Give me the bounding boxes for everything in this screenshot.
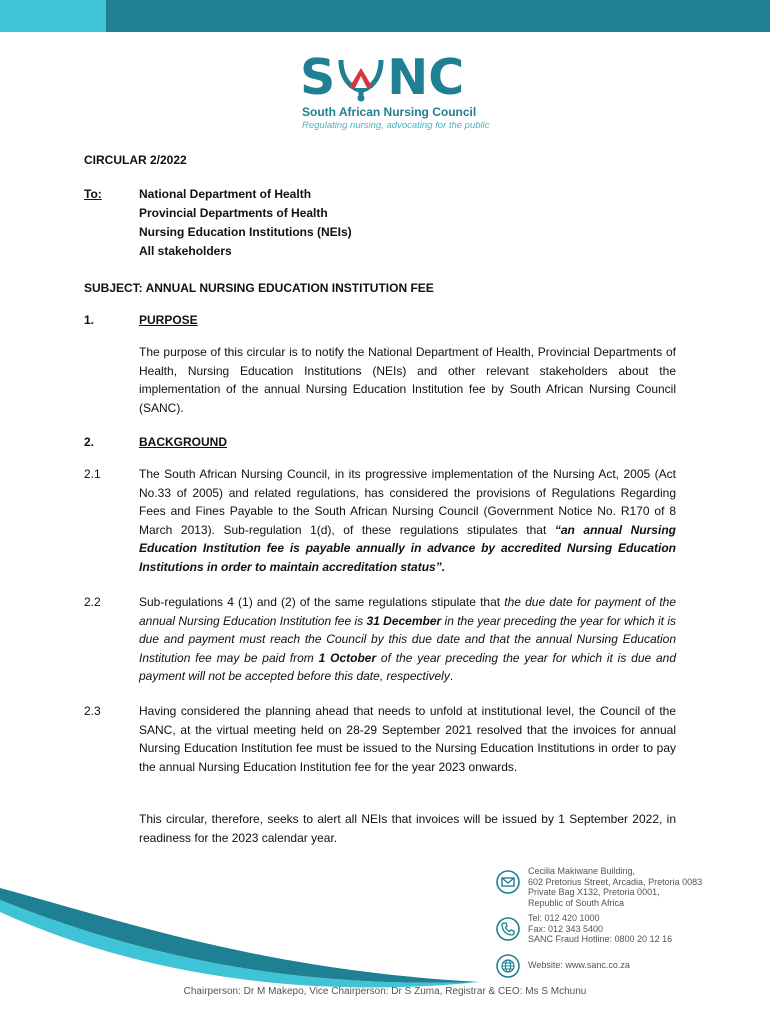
stethoscope-icon bbox=[335, 54, 387, 102]
paragraph-2-3: Having considered the planning ahead that needs to unfold at institutional level, the Council of the SANC, at the virtual meeting held on 28-29 September 2021 resolved that the invoices for annual Nursing Education Institution fee must be issued to the Nursing Education Institutions in order to pay the annual Nursing Education Institution fee for the year 2023 onwards. bbox=[139, 704, 676, 774]
paragraph-number: 2.2 bbox=[84, 595, 101, 609]
recipient: Nursing Education Institutions (NEIs) bbox=[139, 225, 352, 239]
section-heading-background: BACKGROUND bbox=[139, 435, 227, 449]
payment-start-date: 1 October bbox=[318, 650, 377, 665]
header-bar-dark bbox=[106, 0, 770, 32]
paragraph-number: 2.3 bbox=[84, 704, 101, 718]
section-number: 1. bbox=[84, 313, 95, 327]
header-bar-light bbox=[0, 0, 106, 32]
section-number: 2. bbox=[84, 435, 95, 449]
logo-wordmark: S NC bbox=[300, 49, 465, 106]
circular-number: CIRCULAR 2/2022 bbox=[84, 153, 187, 167]
footer-officials: Chairperson: Dr M Makepo, Vice Chairperson: Dr S Zuma, Registrar & CEO: Ms S Mchunu bbox=[183, 986, 587, 997]
due-date: 31 December bbox=[366, 613, 442, 628]
paragraph-2-2-italic: the due date for payment of the annual Nursing Education Institution fee is bbox=[139, 595, 677, 628]
globe-icon bbox=[496, 954, 520, 978]
section-heading-purpose: PURPOSE bbox=[139, 313, 198, 327]
subject-line: SUBJECT: ANNUAL NURSING EDUCATION INSTITUTION FEE bbox=[84, 281, 434, 295]
paragraph-2-2-italic: of the year preceding the year for which it is due and payment will not be accepted before this date, respectively bbox=[139, 650, 677, 684]
address-line: 602 Pretorius Street, Arcadia, Pretoria 0083 bbox=[528, 876, 703, 887]
phone-line: Tel: 012 420 1000 bbox=[528, 913, 600, 923]
contact-website[interactable]: Website: www.sanc.co.za bbox=[528, 960, 630, 970]
paragraph-2-1 bbox=[139, 465, 676, 577]
contact-phones bbox=[528, 913, 672, 945]
paragraph-closing: This circular, therefore, seeks to alert all NEIs that invoices will be issued by 1 September 2022, in readiness for the 2023 calendar year. bbox=[139, 812, 676, 845]
phone-line: Fax: 012 343 5400 bbox=[528, 923, 604, 934]
logo-tagline: Regulating nursing, advocating for the public bbox=[302, 120, 490, 131]
paragraph-2-2-italic: in the year preceding the year for which it is due and payment must reach the Council by this due date and that the annual Nursing Education Institution fee may be paid from bbox=[139, 613, 676, 665]
recipient: National Department of Health bbox=[139, 187, 312, 201]
recipient: All stakeholders bbox=[139, 244, 232, 258]
phone-icon bbox=[496, 917, 520, 941]
sanc-logo bbox=[300, 50, 500, 132]
paragraph-2-2 bbox=[139, 593, 676, 686]
contact-address bbox=[528, 866, 702, 908]
paragraph-number: 2.1 bbox=[84, 467, 101, 481]
paragraph-2-2-end: . bbox=[449, 669, 454, 684]
paragraph-2-1-text: The South African Nursing Council, in its progressive implementation of the Nursing Act, 2005 (Act No.33 of 2005) and related regulations, has considered the provisions of Regulations Regarding Fees and Fines Payable to the South African Nursing Council (Government Notice No. R170 of 8 March 2013). Sub-regulation 1(d), of these regulations stipulates that bbox=[139, 467, 676, 537]
logo-name: South African Nursing Council bbox=[302, 105, 477, 119]
to-label: To: bbox=[84, 187, 102, 201]
purpose-paragraph: The purpose of this circular is to notify the National Department of Health, Provincial Departments of Health, Nursing Education Institutions (NEIs) and other relevant stakeholders about the implementation of the annual Nursing Education Institution fee by South African Nursing Council (SANC). bbox=[139, 345, 676, 415]
address-line: Cecilia Makiwane Building, bbox=[528, 866, 636, 876]
paragraph-2-2-text: Sub-regulations 4 (1) and (2) of the same regulations stipulate that bbox=[139, 595, 505, 609]
mail-icon bbox=[496, 870, 520, 894]
recipient: Provincial Departments of Health bbox=[139, 206, 328, 220]
address-line: Republic of South Africa bbox=[528, 897, 625, 908]
phone-line: SANC Fraud Hotline: 0800 20 12 16 bbox=[528, 934, 673, 944]
address-line: Private Bag X132, Pretoria 0001, bbox=[528, 887, 660, 897]
regulation-quote: “an annual Nursing Education Institution fee is payable annually in advance by accredited Nursing Education Institutions in order to maintain accreditation status”. bbox=[139, 522, 676, 574]
